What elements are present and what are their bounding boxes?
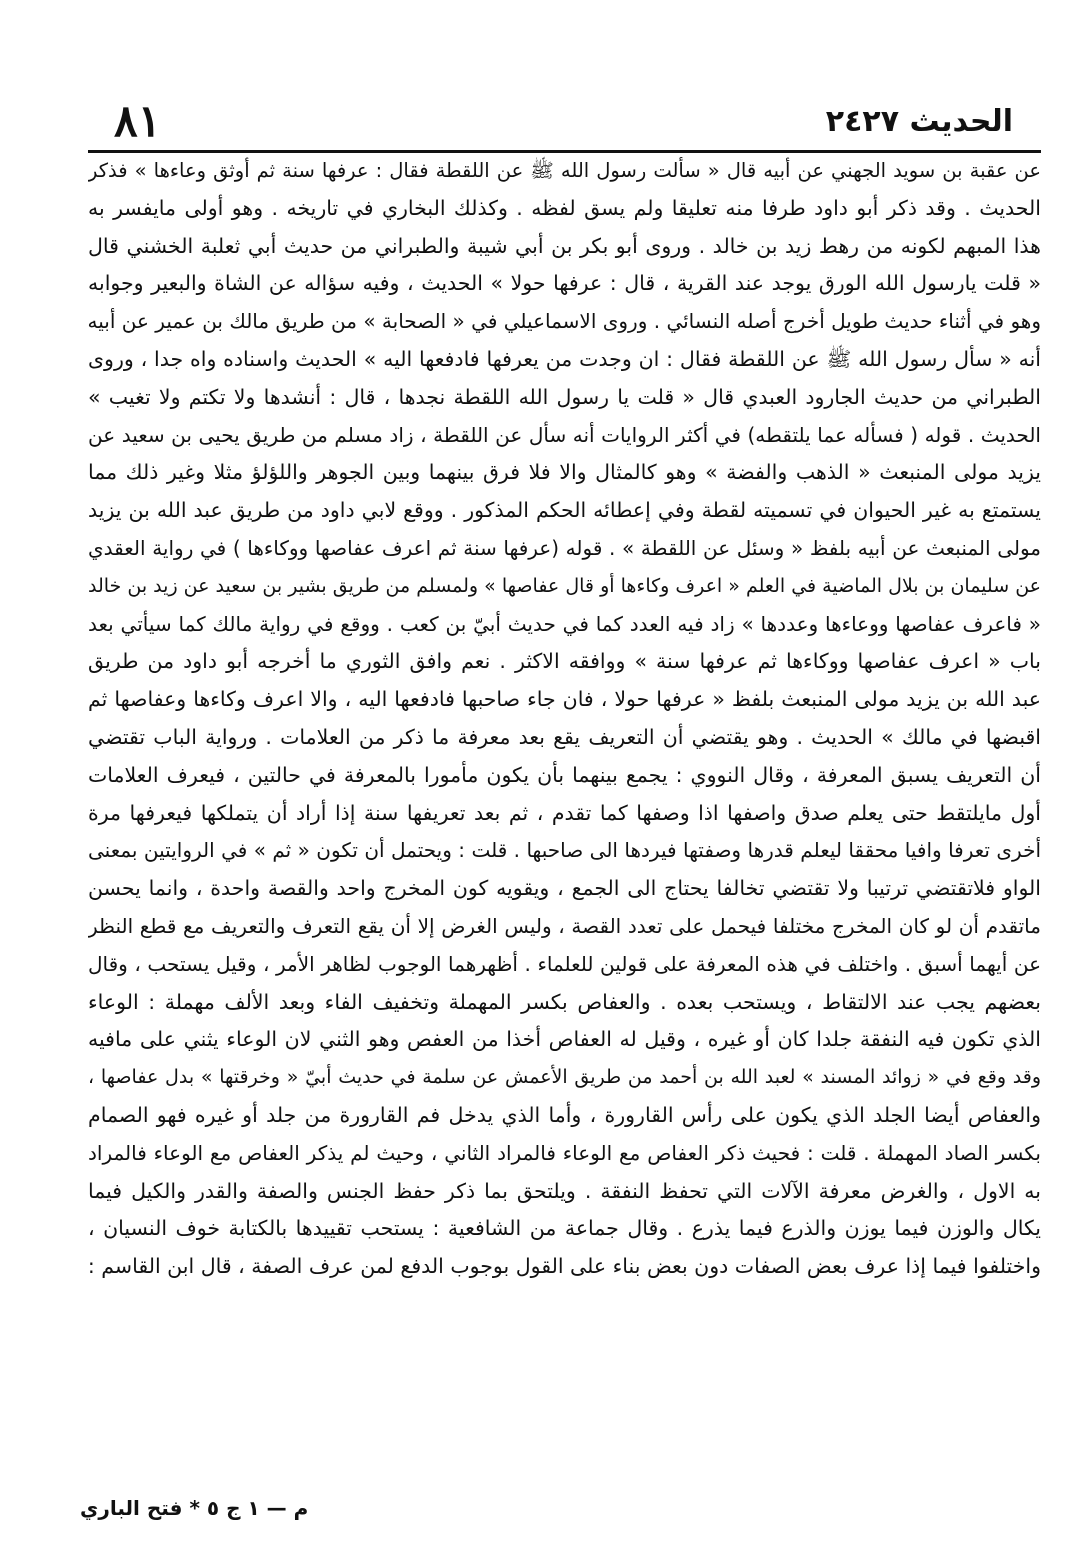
printer-signature: م — ١ ج ٥ * فتح الباري xyxy=(80,1496,309,1520)
text-line: أن التعريف يسبق المعرفة ، وقال النووي : يجمع بينهما بأن يكون مأمورا بالمعرفة في حالتين ، فيعرف العلامات xyxy=(88,762,1041,787)
page-footer xyxy=(80,1494,1083,1522)
text-line: عن عقبة بن سويد الجهني عن أبيه قال « سألت رسول الله ﷺ عن اللقطة فقال : عرفها سنة ثم أوثق وعاءها » فذكر xyxy=(88,159,1041,182)
text-line: الواو فلاتقتضي ترتيبا ولا تقتضي تخالفا يحتاج الى الجمع ، ويقويه كون المخرج واحد والقصة واحدة ، وانما يحسن xyxy=(88,876,1041,901)
text-line: « فاعرف عفاصها ووعاءها وعددها » زاد فيه العدد كما في حديث أبيّ بن كعب . ووقع في رواية مالك كما سيأتي بعد xyxy=(88,611,1041,636)
text-line: أول مايلتقط حتى يعلم صدق واصفها اذا وصفها كما تقدم ، ثم بعد تعريفها سنة إذا أراد أن يتملكها فيعرفها مرة xyxy=(88,800,1041,825)
text-line: به الاول ، والغرض معرفة الآلات التي تحفظ النفقة . ويلتحق بما ذكر حفظ الجنس والصفة والقدر والكيل فيما xyxy=(88,1178,1041,1203)
text-line: عبد الله بن يزيد مولى المنبعث بلفظ « عرفها حولا ، فان جاء صاحبها فادفعها اليه ، والا اعرف وكاءها وعفاصها ثم xyxy=(88,687,1041,712)
text-line: عن سليمان بن بلال الماضية في العلم « اعرف وكاءها أو قال عفاصها » ولمسلم من طريق بشير بن سعيد عن زيد بن خالد xyxy=(88,574,1041,597)
text-line: « قلت يارسول الله الورق يوجد عند القرية ، قال : عرفها حولا » الحديث ، وفيه سؤاله عن الشاة والبعير وجوابه xyxy=(88,271,1041,296)
text-line: الحديث . قوله ( فسأله عما يلتقطه) في أكثر الروايات أنه سأل عن اللقطة ، زاد مسلم من طريق يحيى بن سعيد عن xyxy=(88,422,1041,447)
text-line: بعضهم يجب عند الالتقاط ، ويستحب بعده . والعفاص بكسر المهملة وتخفيف الفاء وبعد الألف مهملة : الوعاء xyxy=(88,989,1041,1014)
text-line: بكسر الصاد المهملة . قلت : فحيث ذكر العفاص مع الوعاء فالمراد الثاني ، وحيث لم يذكر العفاص مع الوعاء فالمراد xyxy=(88,1140,1041,1165)
text-line: يزيد مولى المنبعث « الذهب والفضة » وهو كالمثال والا فلا فرق بينهما وبين الجوهر واللؤلؤ مثلا وغير ذلك مما xyxy=(88,460,1041,485)
running-head: الحديث ٢٤٢٧ xyxy=(825,104,1013,139)
text-line: وهو في أثناء حديث طويل أخرج أصله النسائي . وروى الاسماعيلي في « الصحابة » من طريق مالك بن عمير عن أبيه xyxy=(88,309,1041,334)
text-line: باب « اعرف عفاصها ووكاءها ثم عرفها سنة » ووافقه الاكثر . نعم وافق الثوري ما أخرجه أبو داود من طريق xyxy=(88,649,1041,674)
text-line: يكال والوزن فيما يوزن والذرع فيما يذرع . وقال جماعة من الشافعية : يستحب تقييدها بالكتابة خوف النسيان ، xyxy=(88,1216,1041,1241)
text-line: الذي تكون فيه النفقة جلدا كان أو غيره ، وقيل له العفاص أخذا من العفص وهو الثني لان الوعاء يثني على مافيه xyxy=(88,1027,1041,1052)
text-line: هذا المبهم لكونه من رهط زيد بن خالد . وروى أبو بكر بن أبي شيبة والطبراني من حديث أبي ثعلبة الخشني قال xyxy=(88,233,1041,258)
text-line: والعفاص أيضا الجلد الذي يكون على رأس القارورة ، وأما الذي يدخل فم القارورة من جلد أو غيره فهو الصمام xyxy=(88,1102,1041,1127)
text-line: ماتقدم أن لو كان المخرج مختلفا فيحمل على تعدد القصة ، وليس الغرض إلا أن يقع التعرف والتعريف مع قطع النظر xyxy=(88,913,1041,938)
text-line: واختلفوا فيما إذا عرف بعض الصفات دون بعض بناء على القول بوجوب الدفع لمن عرف الصفة ، قال ابن القاسم : xyxy=(88,1254,1041,1279)
text-line: الحديث . وقد ذكر أبو داود طرفا منه تعليقا ولم يسق لفظه . وكذلك البخاري في تاريخه . وهو أولى مايفسر به xyxy=(88,195,1041,220)
text-line: الطبراني من حديث الجارود العبدي قال « قلت يا رسول الله اللقطة نجدها ، قال : أنشدها ولا تكتم ولا تغيب » xyxy=(88,384,1041,409)
body-text xyxy=(88,152,1041,1286)
text-line: أخرى تعرفا وافيا محققا ليعلم قدرها وصفتها فيردها الى صاحبها . قلت : ويحتمل أن تكون « ثم » في الروايتين بمعنى xyxy=(88,838,1041,863)
text-line: عن أيهما أسبق . واختلف في هذه المعرفة على قولين للعلماء . أظهرهما الوجوب لظاهر الأمر ، وقيل يستحب ، وقال xyxy=(88,951,1041,976)
page-number: ٨١ xyxy=(114,96,162,147)
text-line: مولى المنبعث عن أبيه بلفظ « وسئل عن اللقطة » . قوله (عرفها سنة ثم اعرف عفاصها ووكاءها ) في رواية العقدي xyxy=(88,535,1041,560)
text-line: اقبضها في مالك » الحديث . وهو يقتضي أن التعريف يقع بعد معرفة ما ذكر من العلامات . ورواية الباب تقتضي xyxy=(88,724,1041,749)
text-line: يستمتع به غير الحيوان في تسميته لقطة وفي إعطائه الحكم المذكور . ووقع لابي داود من طريق عبد الله بن يزيد xyxy=(88,498,1041,523)
text-line: أنه « سأل رسول الله ﷺ عن اللقطة فقال : ان وجدت من يعرفها فادفعها اليه » الحديث واسناده واه جدا ، وروى xyxy=(88,346,1041,371)
page-header xyxy=(100,92,1013,152)
text-line: وقد وقع في « زوائد المسند » لعبد الله بن أحمد من طريق الأعمش عن سلمة في حديث أبيّ « وخرقتها » بدل عفاصها ، xyxy=(88,1066,1041,1089)
